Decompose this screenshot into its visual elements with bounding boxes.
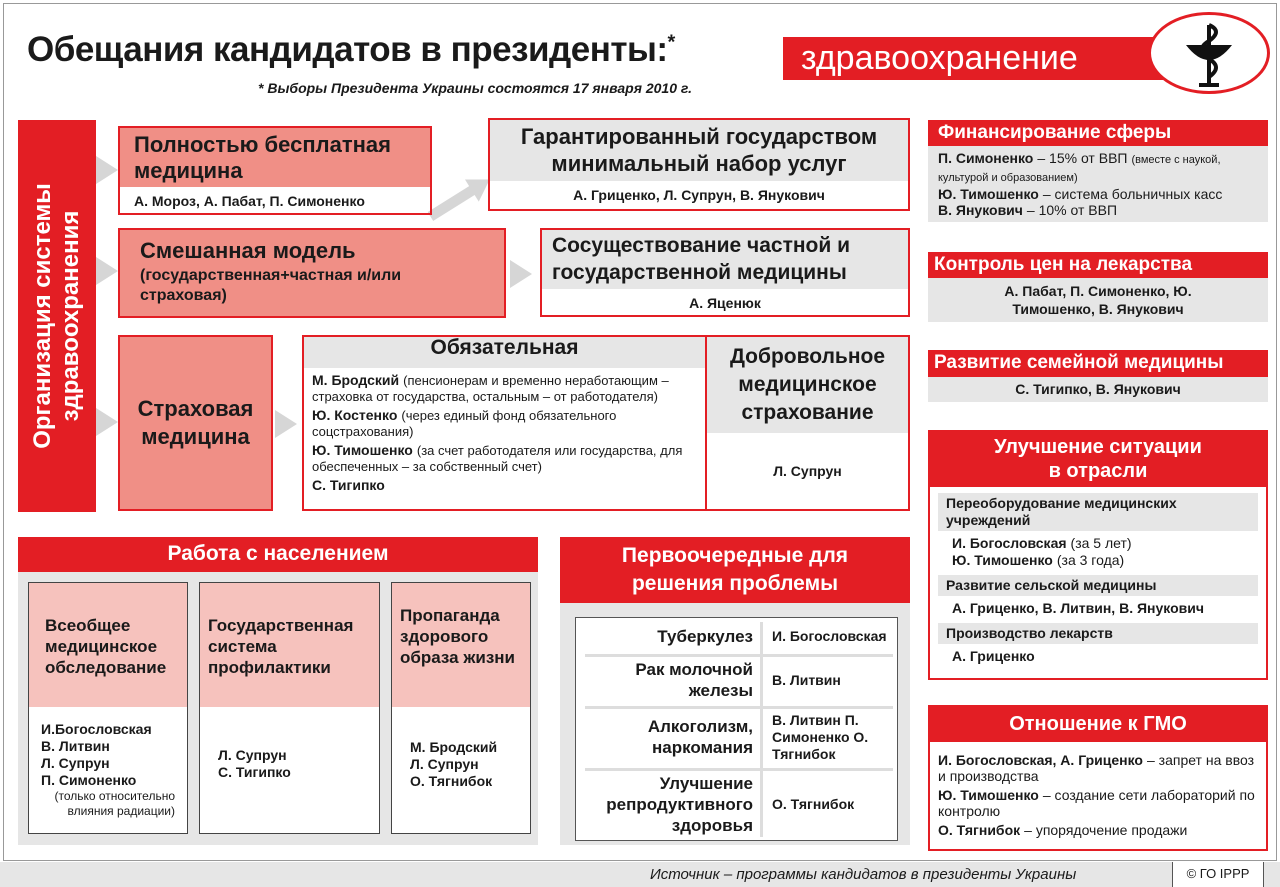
voluntary-box [705, 335, 910, 511]
priority-problem: Рак молочной железы [635, 660, 753, 700]
column-divider [760, 622, 763, 837]
improvement-line [952, 648, 1244, 665]
financing-text: – 15% от ВВП [1037, 150, 1128, 166]
guaranteed-names: А. Гриценко, Л. Супрун, В. Янукович [573, 187, 825, 203]
coexistence-names: А. Яценюк [689, 295, 761, 311]
population-column-names [392, 707, 530, 790]
title-mark: * [667, 31, 675, 54]
candidate-name: А. Гриценко, В. Литвин, В. Янукович [952, 600, 1204, 616]
candidate-name: Ю. Тимошенко [952, 552, 1053, 568]
candidate-name: С. Тигипко [312, 477, 385, 493]
gmo-item [938, 822, 1258, 838]
candidate-name: О. Тягнибок [938, 822, 1021, 838]
candidate-name: В. Литвин [41, 738, 110, 754]
candidate-name: О. Тягнибок [410, 773, 493, 789]
candidate-name: Ю. Тимошенко [938, 186, 1039, 202]
population-note: (только относительно влияния радиации) [54, 789, 175, 818]
gmo-title: Отношение к ГМО [930, 707, 1266, 742]
gmo-list [930, 742, 1266, 851]
gmo-panel [928, 705, 1268, 851]
footer-bar [0, 862, 1280, 887]
priority-problem: Улучшение репродуктивного здоровья [606, 773, 753, 835]
priority-names: В. Литвин [772, 671, 841, 688]
gmo-item [938, 752, 1258, 784]
price-control-names: А. Пабат, П. Симоненко, Ю. Тимошенко, В. Янукович [928, 278, 1268, 322]
page-title [27, 30, 675, 70]
improvement-section-body [938, 531, 1258, 573]
priority-names: О. Тягнибок [772, 795, 855, 812]
candidate-name: Ю. Тимошенко [938, 787, 1039, 803]
financing-text: – 10% от ВВП [1026, 202, 1118, 218]
improvement-line [952, 552, 1244, 569]
candidate-name: И.Богословская [41, 721, 152, 737]
mandatory-box [302, 335, 707, 511]
financing-panel [928, 120, 1268, 222]
population-column [391, 582, 531, 834]
priority-names: И. Богословская [772, 628, 887, 644]
coexistence-box [540, 228, 910, 317]
family-medicine-title: Развитие семейной медицины [928, 350, 1268, 377]
financing-list [928, 146, 1268, 222]
priority-problem: Алкоголизм, наркомания [647, 717, 753, 757]
improvement-section-body [938, 596, 1258, 621]
org-label [18, 120, 96, 512]
population-column-title: Пропаганда здорового образа жизни [392, 583, 530, 707]
financing-item [938, 202, 1258, 218]
improvement-section-title: Развитие сельской медицины [938, 575, 1258, 596]
candidate-name: С. Тигипко [218, 764, 291, 780]
population-column-title: Государственная система профилактики [200, 583, 379, 707]
improvement-note: (за 3 года) [1056, 552, 1125, 568]
mixed-model-subtitle: (государственная+частная и/или страховая) [140, 267, 402, 304]
improvement-section-title: Производство лекарств [938, 623, 1258, 644]
free-medicine-box [118, 126, 432, 215]
candidate-name: Л. Супрун [218, 747, 287, 763]
mixed-model-title: Смешанная модель [140, 238, 356, 263]
family-medicine-names: С. Тигипко, В. Янукович [928, 377, 1268, 402]
banner-text: здравоохранение [801, 39, 1078, 77]
price-control-panel [928, 252, 1268, 322]
arrow-icon [96, 156, 118, 184]
org-label-text: Организация системы здравоохранения [29, 183, 84, 449]
coexistence-title: Сосуществование частной и государственной медицины [542, 230, 908, 289]
mandatory-item [312, 407, 697, 440]
candidate-name: М. Бродский [410, 739, 498, 755]
candidate-name: В. Янукович [938, 202, 1023, 218]
insurance-box [118, 335, 273, 511]
gmo-item [938, 787, 1258, 819]
improvement-note: (за 5 лет) [1070, 535, 1132, 551]
mandatory-list [304, 368, 705, 500]
family-medicine-panel [928, 350, 1268, 402]
improvement-line [952, 535, 1244, 552]
topic-banner [783, 37, 1163, 80]
price-control-title: Контроль цен на лекарства [928, 252, 1268, 278]
guaranteed-box [488, 118, 910, 211]
financing-item [938, 150, 1258, 186]
free-medicine-names: А. Мороз, А. Пабат, П. Симоненко [134, 193, 365, 209]
population-column [199, 582, 380, 834]
improvement-section-title: Переоборудование медицинских учреждений [938, 493, 1258, 531]
candidate-name: И. Богословская, А. Гриценко [938, 752, 1143, 768]
voluntary-names: Л. Супрун [773, 463, 842, 479]
candidate-name: Л. Супрун [41, 755, 110, 771]
arrow-icon [510, 260, 532, 288]
population-column-title: Всеобщее медицинское обследование [29, 583, 187, 707]
free-medicine-title: Полностью бесплатная медицина [120, 128, 430, 187]
mandatory-item [312, 442, 697, 475]
gmo-text: – создание сети лабораторий по контролю [938, 787, 1255, 819]
mandatory-item [312, 477, 697, 494]
arrow-icon [96, 408, 118, 436]
improvement-title: Улучшение ситуации в отрасли [930, 432, 1266, 487]
priority-problem: Туберкулез [657, 627, 753, 646]
arrow-icon [96, 257, 118, 285]
candidate-name: П. Симоненко [41, 772, 137, 788]
insurance-title: Страховая медицина [137, 396, 254, 449]
candidate-name: А. Гриценко [952, 648, 1035, 664]
improvement-section-body [938, 644, 1258, 669]
candidate-name: Ю. Тимошенко [312, 442, 413, 458]
financing-note: (вместе с наукой, культурой и образованием) [938, 154, 1221, 184]
candidate-name: Л. Супрун [410, 756, 479, 772]
financing-item [938, 186, 1258, 202]
candidate-note: (за счет работодателя или государства, для обеспеченных – за собственный счет) [312, 443, 683, 474]
improvement-sections [930, 487, 1266, 673]
population-column-names [200, 707, 379, 781]
arrow-icon [275, 410, 297, 438]
mandatory-title: Обязательная [304, 337, 705, 368]
candidate-name: Ю. Костенко [312, 407, 398, 423]
population-title: Работа с населением [18, 537, 538, 572]
title-text: Обещания кандидатов в президенты: [27, 30, 668, 69]
mandatory-item [312, 372, 697, 405]
gmo-text: – упорядочение продажи [1024, 822, 1188, 838]
mixed-model-box [118, 228, 506, 318]
candidate-note: (пенсионерам и временно неработающим – страховка от государства, остальным – от работодателя) [312, 373, 669, 404]
improvement-line [952, 600, 1244, 617]
priority-title: Первоочередные для решения проблемы [560, 537, 910, 603]
footer-source: Источник – программы кандидатов в президенты Украины [650, 866, 1077, 883]
priority-names: В. Литвин П. Симоненко О. Тягнибок [772, 711, 869, 762]
population-column [28, 582, 188, 834]
voluntary-title: Добровольное медицинское страхование [707, 337, 908, 433]
bowl-of-hygieia-icon [1148, 12, 1270, 94]
footnote: * Выборы Президента Украины состоятся 17 января 2010 г. [258, 80, 693, 96]
financing-text: – система больничных касс [1042, 186, 1223, 202]
footer-copyright: © ГО IPPP [1172, 862, 1264, 887]
guaranteed-title: Гарантированный государством минимальный набор услуг [490, 120, 908, 181]
financing-title: Финансирование сферы [928, 120, 1268, 146]
candidate-name: М. Бродский [312, 372, 400, 388]
candidate-name: И. Богословская [952, 535, 1067, 551]
improvement-panel [928, 430, 1268, 680]
candidate-name: П. Симоненко [938, 150, 1034, 166]
population-column-names [29, 707, 187, 833]
gmo-text: – запрет на ввоз и производства [938, 752, 1255, 784]
candidate-note: (через единый фонд обязательного соцстрахования) [312, 408, 617, 439]
